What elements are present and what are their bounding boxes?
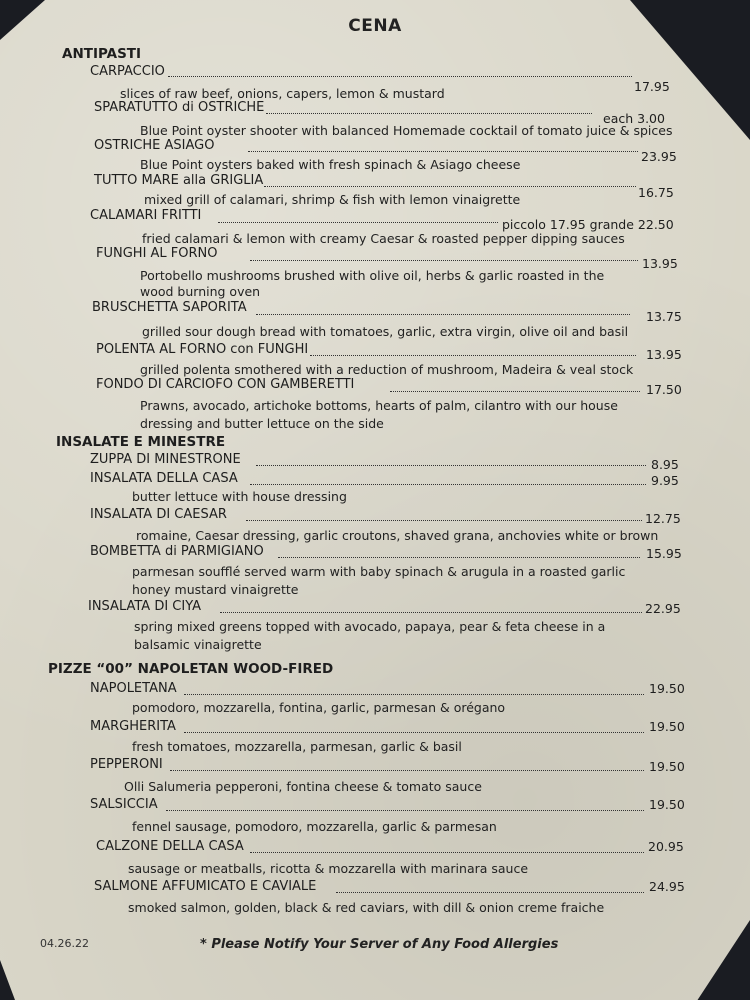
item-bombetta-desc: parmesan soufflé served warm with baby spinach & arugula in a roasted garlic (132, 564, 626, 579)
section-insalate: INSALATE E MINESTRE (56, 434, 226, 450)
item-napoletana-price: 19.50 (649, 681, 685, 696)
item-salmone-price: 24.95 (649, 879, 685, 894)
dot-leader (266, 113, 592, 114)
item-fondo-desc-2: dressing and butter lettuce on the side (140, 416, 384, 431)
item-caesar-price: 12.75 (645, 511, 681, 526)
item-bruschetta-price: 13.75 (646, 309, 682, 324)
item-ciya-desc-2: balsamic vinaigrette (134, 637, 262, 652)
item-carpaccio-name: CARPACCIO (90, 64, 165, 79)
item-bombetta-price: 15.95 (646, 546, 682, 561)
item-calamari-desc: fried calamari & lemon with creamy Caesar & roasted pepper dipping sauces (142, 231, 625, 246)
item-funghi-name: FUNGHI AL FORNO (96, 246, 218, 261)
item-sparatutto-name: SPARATUTTO di OSTRICHE (94, 100, 265, 115)
item-calzone-name: CALZONE DELLA CASA (96, 839, 244, 854)
dot-leader (310, 355, 636, 356)
item-polenta-desc: grilled polenta smothered with a reduction of mushroom, Madeira & veal stock (140, 362, 634, 377)
item-margherita-name: MARGHERITA (90, 719, 176, 734)
item-salmone-name: SALMONE AFFUMICATO E CAVIALE (94, 879, 317, 894)
item-funghi-desc-2: wood burning oven (140, 284, 261, 299)
dot-leader (250, 484, 646, 485)
section-antipasti: ANTIPASTI (62, 46, 142, 62)
item-tutto-name: TUTTO MARE alla GRIGLIA (94, 173, 264, 188)
item-margherita-desc: fresh tomatoes, mozzarella, parmesan, garlic & basil (132, 739, 462, 754)
item-caesar-desc: romaine, Caesar dressing, garlic croutons, shaved grana, anchovies white or brown (136, 528, 659, 543)
dot-leader (168, 76, 632, 77)
item-funghi-price: 13.95 (642, 256, 678, 271)
item-margherita-price: 19.50 (649, 719, 685, 734)
item-ciya-name: INSALATA DI CIYA (88, 599, 202, 614)
item-fondo-price: 17.50 (646, 382, 682, 397)
item-ciya-price: 22.95 (645, 601, 681, 616)
dot-leader (184, 694, 644, 695)
item-casa-desc: butter lettuce with house dressing (132, 489, 347, 504)
item-ostriche-desc: Blue Point oysters baked with fresh spinach & Asiago cheese (140, 157, 521, 172)
dot-leader (256, 314, 630, 315)
dot-leader (166, 810, 644, 811)
dot-leader (256, 465, 646, 466)
item-carpaccio-desc: slices of raw beef, onions, capers, lemon & mustard (120, 86, 445, 101)
dot-leader (390, 391, 640, 392)
item-sparatutto-desc: Blue Point oyster shooter with balanced Homemade cocktail of tomato juice & spices (140, 123, 673, 138)
item-fondo-name: FONDO DI CARCIOFO CON GAMBERETTI (96, 377, 355, 392)
allergy-notice: * Please Notify Your Server of Any Food Allergies (200, 937, 559, 952)
page-title: CENA (348, 16, 402, 36)
item-calamari-price: piccolo 17.95 grande 22.50 (502, 217, 674, 232)
dot-leader (184, 732, 644, 733)
item-bombetta-name: BOMBETTA di PARMIGIANO (90, 544, 264, 559)
dot-leader (248, 151, 638, 152)
item-napoletana-name: NAPOLETANA (90, 681, 177, 696)
item-zuppa-name: ZUPPA DI MINESTRONE (90, 452, 241, 467)
item-bruschetta-desc: grilled sour dough bread with tomatoes, garlic, extra virgin, olive oil and basil (142, 324, 629, 339)
item-calamari-name: CALAMARI FRITTI (90, 208, 202, 223)
item-salmone-desc: smoked salmon, golden, black & red caviars, with dill & onion creme fraiche (128, 900, 605, 915)
item-bruschetta-name: BRUSCHETTA SAPORITA (92, 300, 247, 315)
dot-leader (278, 557, 640, 558)
item-casa-name: INSALATA DELLA CASA (90, 471, 238, 486)
item-pepperoni-name: PEPPERONI (90, 757, 163, 772)
item-polenta-price: 13.95 (646, 347, 682, 362)
item-salsiccia-name: SALSICCIA (90, 797, 158, 812)
dot-leader (220, 612, 642, 613)
dot-leader (170, 770, 644, 771)
dot-leader (246, 520, 642, 521)
item-funghi-desc: Portobello mushrooms brushed with olive oil, herbs & garlic roasted in the (140, 268, 605, 283)
section-pizze: PIZZE “00” NAPOLETAN WOOD-FIRED (48, 661, 334, 677)
item-caesar-name: INSALATA DI CAESAR (90, 507, 227, 522)
item-ciya-desc: spring mixed greens topped with avocado, papaya, pear & feta cheese in a (134, 619, 606, 634)
item-fondo-desc: Prawns, avocado, artichoke bottoms, hearts of palm, cilantro with our house (140, 398, 618, 413)
dot-leader (250, 852, 644, 853)
item-tutto-price: 16.75 (638, 185, 674, 200)
item-casa-price: 9.95 (651, 473, 679, 488)
item-salsiccia-price: 19.50 (649, 797, 685, 812)
item-pepperoni-desc: Olli Salumeria pepperoni, fontina cheese & tomato sauce (124, 779, 482, 794)
dot-leader (218, 222, 498, 223)
menu-date: 04.26.22 (40, 937, 89, 950)
item-napoletana-desc: pomodoro, mozzarella, fontina, garlic, parmesan & orégano (132, 700, 506, 715)
item-salsiccia-desc: fennel sausage, pomodoro, mozzarella, garlic & parmesan (132, 819, 497, 834)
item-carpaccio-price: 17.95 (634, 79, 670, 94)
item-pepperoni-price: 19.50 (649, 759, 685, 774)
dot-leader (336, 892, 644, 893)
item-bombetta-desc-2: honey mustard vinaigrette (132, 582, 299, 597)
item-ostriche-name: OSTRICHE ASIAGO (94, 138, 215, 153)
dot-leader (250, 260, 638, 261)
dot-leader (264, 186, 636, 187)
item-polenta-name: POLENTA AL FORNO con FUNGHI (96, 342, 309, 357)
item-sparatutto-price: each 3.00 (603, 111, 665, 126)
item-ostriche-price: 23.95 (641, 149, 677, 164)
item-calzone-desc: sausage or meatballs, ricotta & mozzarella with marinara sauce (128, 861, 529, 876)
item-zuppa-price: 8.95 (651, 457, 679, 472)
item-tutto-desc: mixed grill of calamari, shrimp & fish with lemon vinaigrette (144, 192, 521, 207)
item-calzone-price: 20.95 (648, 839, 684, 854)
